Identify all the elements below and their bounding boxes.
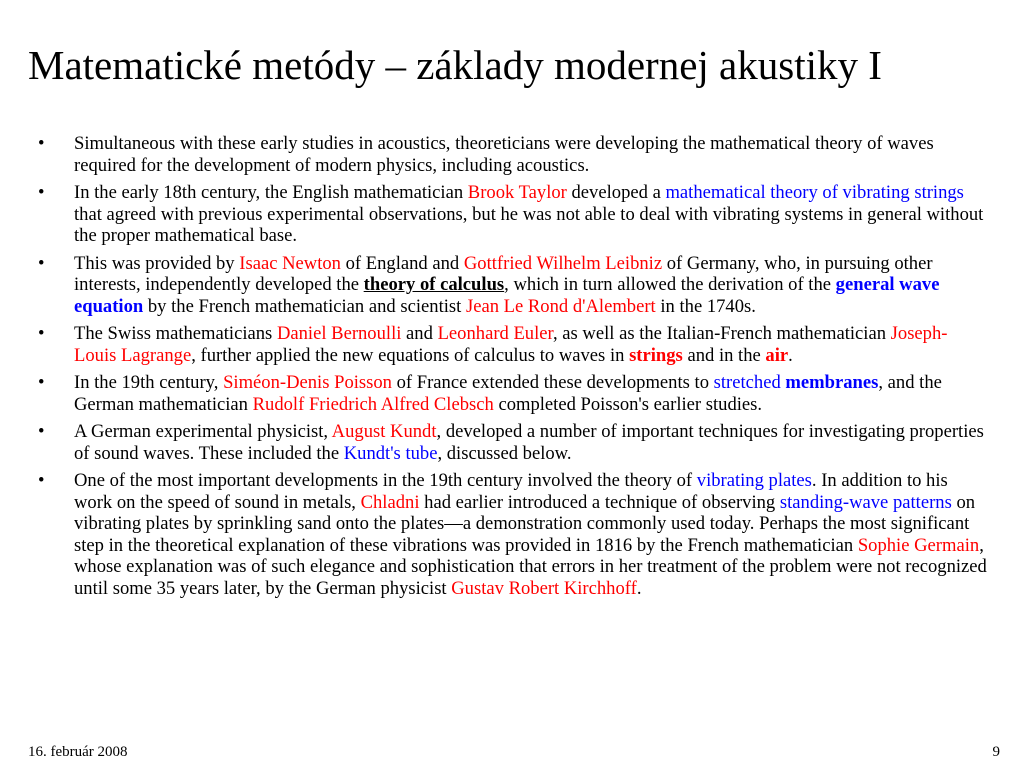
bullet-text: , discussed below. [437,442,572,464]
bullet-dot-icon: • [38,133,45,154]
bullet-dot-icon: • [38,252,45,274]
bullet-item [38,253,988,318]
bullet-text: , whose explanation was of such elegance and sophistication that errors in her treatment of the problem were not recognized until some 35 years later, by the German physicist [74,534,987,599]
concept-term: mathematical theory of vibrating strings [665,182,964,203]
concept-term: vibrating plates [696,470,812,491]
person-name: Rudolf Friedrich Alfred Clebsch [252,393,494,415]
bullet-text: on vibrating plates by sprinkling sand onto the plates—a demonstration commonly used today. Perhaps the most significant step in the theoretical explanation of these vibrations was provided in 1816 by the French mathematician [74,491,976,556]
bullet-text: The Swiss mathematicians [74,323,277,344]
bullet-item [38,182,988,247]
page-number: 9 [992,744,1000,760]
concept-term: stretched [713,372,786,393]
bullet-text: A German experimental physicist, [74,421,332,442]
person-name: Gustav Robert Kirchhoff [451,577,637,599]
bullet-item [38,470,988,599]
person-name: strings [629,344,683,366]
bullet-text: of France extended these developments to [391,372,714,393]
concept-term: standing-wave patterns [779,491,952,513]
bullet-text: of England and [340,252,464,274]
person-name: Jean Le Rond d'Alembert [465,295,656,317]
bullet-text: In the 19th century, [74,372,224,393]
bullet-text: of Germany, who, in pursuing other interests, independently developed the [74,252,933,295]
bullet-text: , developed a number of important techniques for investigating properties of sound waves. These included the [74,421,984,464]
bullet-text: , further applied the new equations of calculus to waves in [191,344,630,366]
person-name: Sophie Germain [857,534,980,556]
bullet-text: In the early 18th century, the English mathematician [74,182,468,203]
concept-term: membranes [785,372,879,393]
bullet-item [38,323,988,366]
bullet-item [38,372,988,415]
emphasis-text: theory of calculus [363,274,505,295]
bullet-text: that agreed with previous experimental observations, but he was not able to deal with vibrating systems in general without the proper mathematical base. [74,203,984,246]
bullet-text: and [401,323,438,344]
bullet-text: . [636,577,642,599]
bullet-dot-icon: • [38,182,45,203]
footer-date: 16. február 2008 [28,744,128,760]
bullet-item [38,133,988,176]
person-name: Gottfried Wilhelm Leibniz [463,252,663,274]
bullet-text: completed Poisson's earlier studies. [493,393,763,415]
bullet-text: , which in turn allowed the derivation of the [504,274,836,295]
bullet-text: , and the German mathematician [74,372,942,415]
bullet-text: Simultaneous with these early studies in acoustics, theoreticians were developing the mathematical theory of waves required for the development of modern physics, including acoustics. [74,133,934,176]
bullet-text: had earlier introduced a technique of observing [419,491,780,513]
concept-term: general wave equation [74,274,940,317]
bullet-text: by the French mathematician and scientist [143,295,466,317]
person-name: Siméon-Denis Poisson [223,372,392,393]
person-name: Joseph-Louis Lagrange [74,323,948,366]
person-name: Leonhard Euler [437,323,553,344]
bullet-text: One of the most important developments in the 19th century involved the theory of [74,470,697,491]
bullet-item [38,421,988,464]
bullet-text: , as well as the Italian-French mathematician [552,323,891,344]
bullet-text: This was provided by [74,252,240,274]
bullet-dot-icon: • [38,323,45,344]
bullet-list [38,133,988,605]
person-name: Brook Taylor [467,182,567,203]
person-name: Isaac Newton [239,252,341,274]
bullet-text: . [788,344,793,366]
person-name: Chladni [360,491,420,513]
slide-title: Matematické metódy – základy modernej akustiky I [28,42,882,88]
bullet-dot-icon: • [38,470,45,491]
person-name: Daniel Bernoulli [276,323,402,344]
concept-term: Kundt's tube [343,442,438,464]
person-name: air [765,344,789,366]
bullet-dot-icon: • [38,372,45,393]
bullet-text: and in the [682,344,766,366]
bullet-text: developed a [566,182,666,203]
bullet-dot-icon: • [38,421,45,442]
bullet-text: . In addition to his work on the speed of sound in metals, [74,470,948,513]
person-name: August Kundt [331,421,437,442]
bullet-text: in the 1740s. [655,295,756,317]
